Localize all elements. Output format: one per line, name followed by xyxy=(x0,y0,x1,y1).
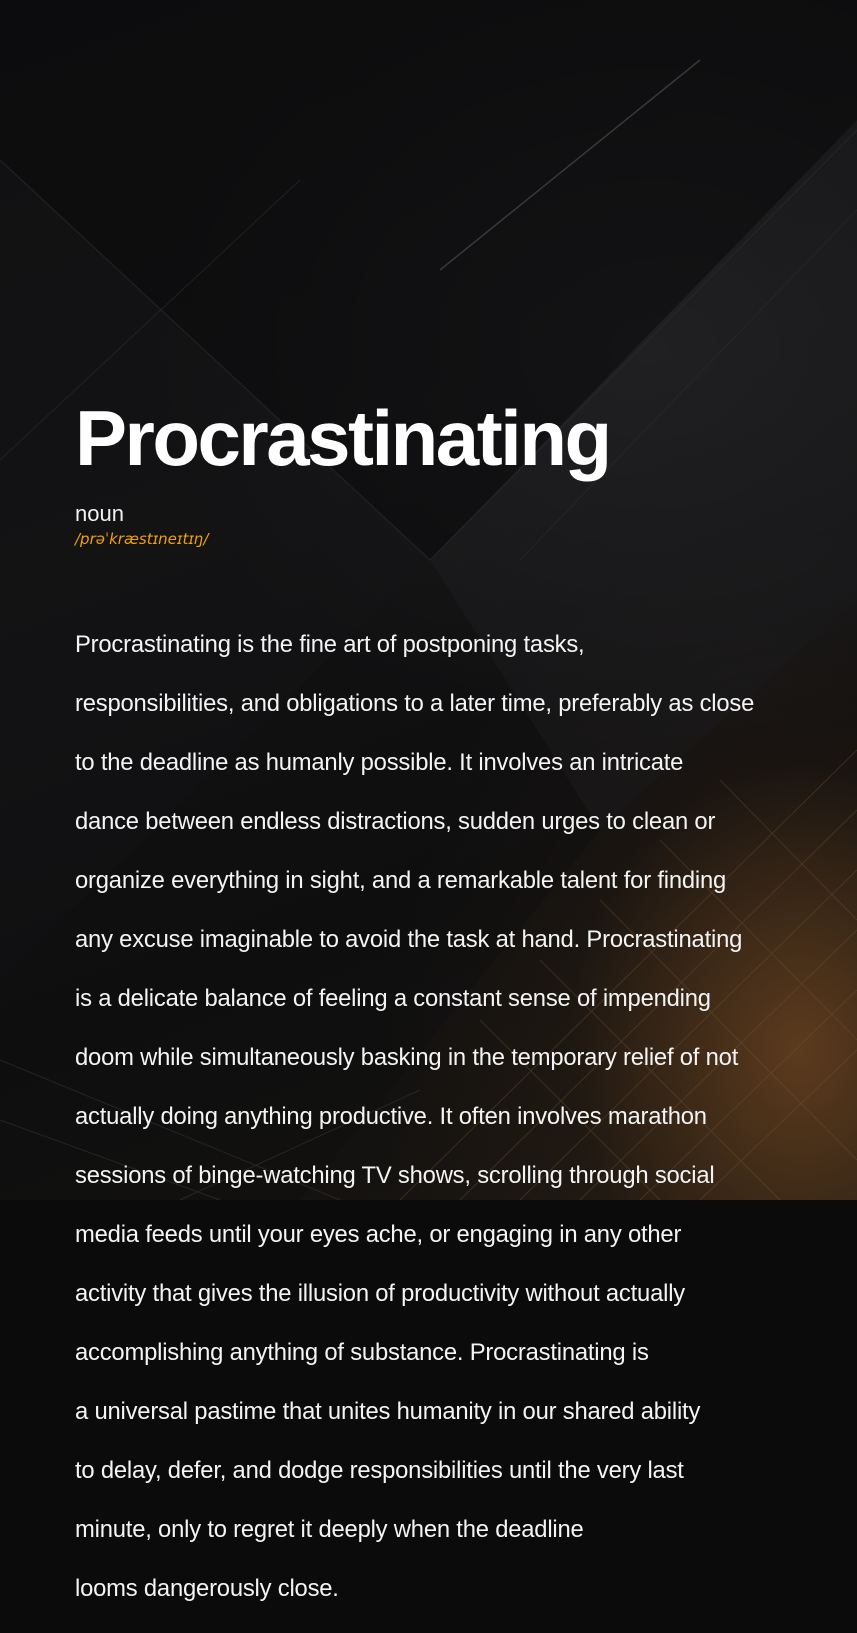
definition-block xyxy=(75,392,825,1633)
definition-line: organize everything in sight, and a remarkable talent for finding xyxy=(75,866,727,894)
definition-line: accomplishing anything of substance. Procrastinating is xyxy=(75,1338,649,1366)
definition-line: activity that gives the illusion of productivity without actually xyxy=(75,1279,685,1307)
pronunciation: /prəˈkræstɪneɪtɪŋ/ xyxy=(75,530,209,548)
definition-line: a universal pastime that unites humanity in our shared ability xyxy=(75,1397,701,1425)
definition-line: looms dangerously close. xyxy=(75,1574,339,1602)
part-of-speech: noun xyxy=(75,501,124,526)
definition-line: doom while simultaneously basking in the temporary relief of not xyxy=(75,1043,739,1071)
definition-line: sessions of binge-watching TV shows, scrolling through social xyxy=(75,1161,715,1189)
definition-line: is a delicate balance of feeling a constant sense of impending xyxy=(75,984,711,1012)
definition-text xyxy=(75,600,825,1633)
definition-line: to the deadline as humanly possible. It involves an intricate xyxy=(75,748,684,776)
definition-line: responsibilities, and obligations to a later time, preferably as close xyxy=(75,689,755,717)
definition-line: actually doing anything productive. It often involves marathon xyxy=(75,1102,707,1130)
definition-line: dance between endless distractions, sudden urges to clean or xyxy=(75,807,716,835)
definition-line: media feeds until your eyes ache, or engaging in any other xyxy=(75,1220,682,1248)
definition-line: to delay, defer, and dodge responsibilities until the very last xyxy=(75,1456,684,1484)
definition-line: Procrastinating is the fine art of postponing tasks, xyxy=(75,630,585,658)
definition-line: any excuse imaginable to avoid the task at hand. Procrastinating xyxy=(75,925,743,953)
definition-line: minute, only to regret it deeply when the deadline xyxy=(75,1515,584,1543)
word-title: Procrastinating xyxy=(75,394,610,482)
